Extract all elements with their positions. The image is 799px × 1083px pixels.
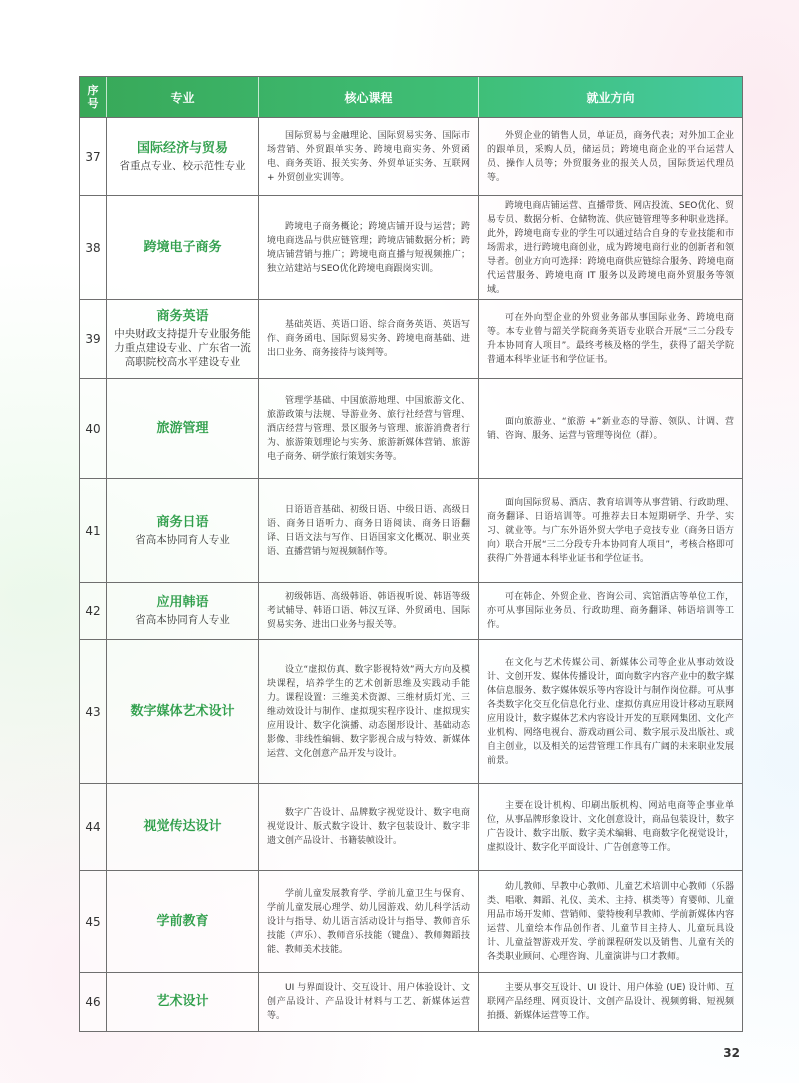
row-job: 可在外向型企业的外贸业务部从事国际业务、跨境电商等。本专业曾与韶关学院商务英语专业联合开展“三二分段专升本协同育人项目”。最终考核及格的学生，获得了韶关学院普通本科毕业证书和学位证书。 <box>487 313 734 365</box>
row-major <box>107 379 259 478</box>
table-row <box>80 299 742 378</box>
row-course: 跨境电子商务概论；跨境店铺开设与运营；跨境电商选品与供应链管理；跨境店铺数据分析；跨境店铺营销与推广；跨境电商直播与短视频推广；独立站建站与SEO优化跨境电商跟岗实训。 <box>259 196 479 299</box>
row-job: 面向国际贸易、酒店、教育培训等从事营销、行政助理、商务翻译、日语培训等。可推荐去日本短期研学、升学、实习、就业等。与广东外语外贸大学电子竞技专业（商务日语方向）联合开展“三二分段专升本协同育人项目”，考核合格即可获得广外普通本科毕业证书和学位证书。 <box>487 497 734 564</box>
header-job: 就业方向 <box>586 90 635 105</box>
table-row <box>80 639 742 783</box>
row-course: 管理学基础、中国旅游地理、中国旅游文化、旅游政策与法规、导游业务、旅行社经营与管理、酒店经营与管理、景区服务与管理、旅游消费者行为、旅游策划理论与实务、旅游新媒体营销、旅游电子商务、研学旅行策划实务等。 <box>259 379 479 478</box>
table-row <box>80 870 742 972</box>
row-no: 39 <box>80 300 107 378</box>
row-job: 主要在设计机构、印刷出版机构、网站电商等企事业单位，从事品牌形象设计、文化创意设计，商品包装设计，数字广告设计、数字出版、数字美术编辑、电商数字化视觉设计，虚拟设计、数字化平面设计、广告创意等工作。 <box>487 801 734 853</box>
row-course: 数字广告设计、品牌数字视觉设计、数字电商视觉设计、版式数字设计、数字包装设计、数字非遗文创产品设计、书籍装帧设计。 <box>259 784 479 870</box>
table-row <box>80 378 742 478</box>
row-job: 幼儿教师、早教中心教师、儿童艺术培训中心教师（乐器类、唱歌、舞蹈、礼仪、美术、主持、棋类等）育婴师、儿童用品市场开发师、营销师、蒙特梭利早教师、学前新媒体内容运营、儿童绘本作品创作者、儿童节目主持人、儿童玩具设计、儿童益智游戏开发、学前课程研发以及销售、儿童有关的各类职业顾问、心理咨询、儿童演讲与口才教师。 <box>487 881 734 962</box>
row-course: 设立“虚拟仿真、数字影视特效”两大方向及模块课程，培养学生的艺术创新思维及实践动手能力。课程设置：三维美术资源、三维材质灯光、三维动效设计与制作、虚拟现实程序设计、虚拟现实应用设计、数字化演播、动态图形设计、基础动态影像、非线性编辑、数字影视合成与特效、新媒体运营、文化创意产品开发与设计。 <box>259 640 479 783</box>
row-job: 主要从事交互设计、UI 设计、用户体验 (UE) 设计师、互联网产品经理、网页设计、文创产品设计、视频剪辑、短视频拍摄、新媒体运营等工作。 <box>487 983 734 1021</box>
row-job: 跨境电商店铺运营、直播带货、网店投流、SEO优化、贸易专员、数据分析、仓储物流、供应链管理等多种职业选择。此外，跨境电商专业的学生可以通过结合自身的专业技能和市场需求，进行跨境电商创业，成为跨境电商行业的创新者和领导者。创业方向可选择：跨境电商供应链综合服务、跨境电商代运营服务、跨境电商 IT 服务以及跨境电商外贸服务等领域。 <box>487 200 734 295</box>
table-row <box>80 972 742 1031</box>
major-name: 国际经济与贸易 <box>136 140 228 156</box>
major-name: 视觉传达设计 <box>143 819 222 834</box>
header-major: 专业 <box>107 77 259 117</box>
row-job: 在文化与艺术传媒公司、新媒体公司等企业从事动效设计、文创开发、媒体传播设计，面向数字内容产业中的数字媒体信息服务、数字媒体娱乐等内容设计与制作岗位群。可从事各类数字化交互化信息化行业、虚拟仿真应用设计移动互联网应用设计，数字媒体艺术内容设计开发的互联网集团、文化产业机构、网络电视台、游戏动画公司、数字展示及出版社、或自主创业，以及相关的运营管理工作具有广阔的未来职业发展前景。 <box>487 657 734 766</box>
row-major <box>107 583 259 639</box>
major-name: 商务日语 <box>156 514 209 530</box>
header-no: 序号 <box>80 77 107 117</box>
row-major <box>107 479 259 582</box>
row-major <box>107 300 259 378</box>
row-major <box>107 973 259 1031</box>
table-row <box>80 195 742 299</box>
row-no: 41 <box>80 479 107 582</box>
row-no: 37 <box>80 118 107 195</box>
row-course: 初级韩语、高级韩语、韩语视听说、韩语等级考试辅导、韩语口语、韩汉互译、外贸函电、国际贸易实务、进出口业务与报关等。 <box>259 583 479 639</box>
table-row <box>80 117 742 195</box>
row-job: 面向旅游业、“旅游 +”新业态的导游、领队、计调、营销、咨询、服务、运营与管理等岗位（群）。 <box>487 416 734 441</box>
table-row <box>80 478 742 582</box>
major-name: 旅游管理 <box>156 420 209 436</box>
row-major <box>107 871 259 972</box>
row-no: 38 <box>80 196 107 299</box>
major-note: 省高本协同育人专业 <box>135 533 230 546</box>
row-no: 46 <box>80 973 107 1031</box>
page-number: 32 <box>723 1046 740 1060</box>
row-course: 国际贸易与金融理论、国际贸易实务、国际市场营销、外贸跟单实务、跨境电商实务、外贸函电、商务英语、报关实务、外贸单证实务、互联网 + 外贸创业实训等。 <box>259 118 479 195</box>
major-name: 商务英语 <box>156 309 209 324</box>
row-major <box>107 196 259 299</box>
major-note: 中央财政支持提升专业服务能力重点建设专业、广东省一流高职院校高水平建设专业 <box>114 328 251 368</box>
major-note: 省重点专业、校示范性专业 <box>119 159 246 172</box>
major-note: 省高本协同育人专业 <box>135 614 230 626</box>
major-name: 学前教育 <box>156 913 209 929</box>
row-course: 基础英语、英语口语、综合商务英语、英语写作、商务函电、国际贸易实务、跨境电商基础、进出口业务、商务接待与谈判等。 <box>259 300 479 378</box>
major-name: 数字媒体艺术设计 <box>130 703 235 719</box>
row-course: 学前儿童发展教育学、学前儿童卫生与保育、学前儿童发展心理学、幼儿园游戏、幼儿科学活动设计与指导、幼儿语言活动设计与指导、教师音乐技能（声乐）、教师音乐技能（键盘）、教师舞蹈技能、教师美术技能。 <box>259 871 479 972</box>
table-row <box>80 582 742 639</box>
row-major <box>107 640 259 783</box>
row-no: 42 <box>80 583 107 639</box>
header-course: 核心课程 <box>259 77 479 117</box>
majors-table <box>79 76 743 1032</box>
row-major <box>107 118 259 195</box>
major-name: 应用韩语 <box>156 595 209 610</box>
row-no: 44 <box>80 784 107 870</box>
row-no: 45 <box>80 871 107 972</box>
row-job: 外贸企业的销售人员，单证员，商务代表；对外加工企业的跟单员，采购人员，储运员；跨境电商企业的平台运营人员、操作人员等；外贸服务业的报关人员，国际货运代理员等。 <box>487 130 734 183</box>
row-no: 40 <box>80 379 107 478</box>
row-no: 43 <box>80 640 107 783</box>
table-row <box>80 783 742 870</box>
table-header <box>80 77 742 117</box>
row-course: 日语语音基础、初级日语、中级日语、高级日语、商务日语听力、商务日语阅读、商务日语翻译、日语文法与写作、日语国家文化概况、职业英语、直播营销与短视频制作等。 <box>259 479 479 582</box>
major-name: 艺术设计 <box>156 994 209 1009</box>
row-major <box>107 784 259 870</box>
row-course: UI 与界面设计、交互设计、用户体验设计、文创产品设计、产品设计材料与工艺、新媒体运营等。 <box>259 973 479 1031</box>
major-name: 跨境电子商务 <box>143 239 222 255</box>
row-job: 可在韩企、外贸企业、咨询公司、宾馆酒店等单位工作，亦可从事国际业务员、行政助理、商务翻译、韩语培训等工作。 <box>487 592 734 630</box>
